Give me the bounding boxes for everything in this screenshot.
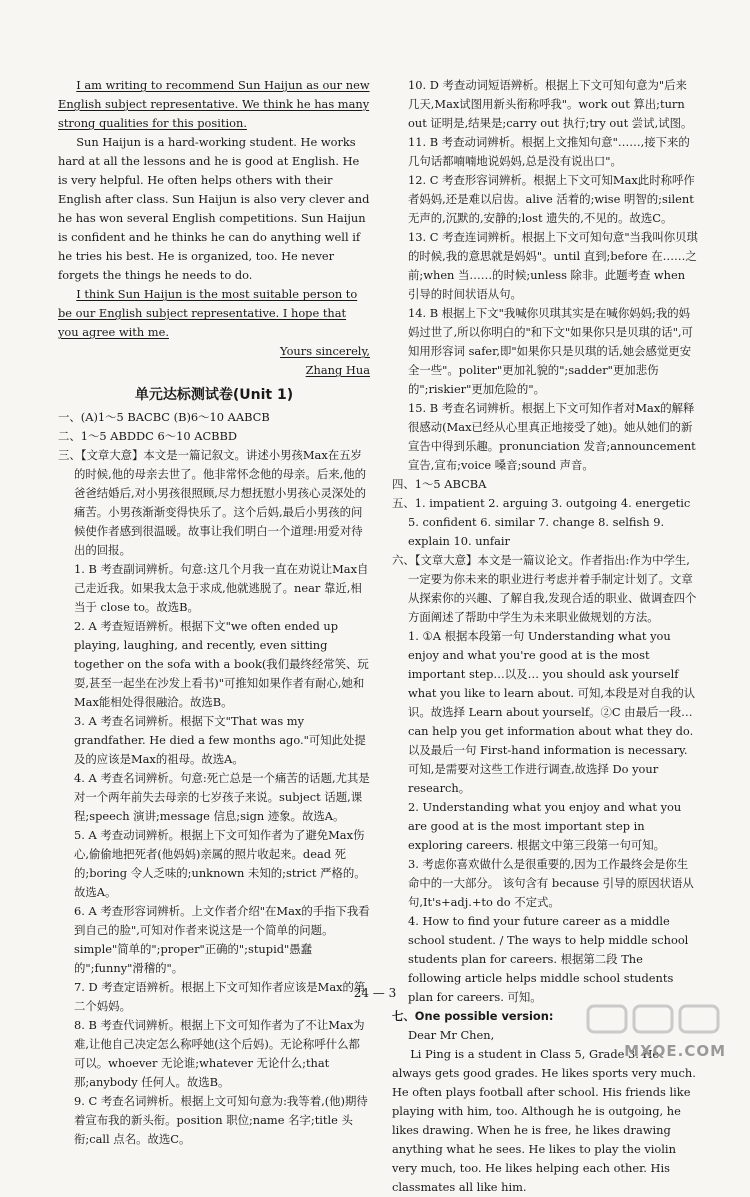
answer-explanation: 4. A 考查名词辨析。句意:死亡总是一个痛苦的话题,尤其是对一个两年前失去母亲的七岁孩子来说。subject 话题,课程;speech 演讲;message 信息;sign 迹象。故选A。	[74, 771, 370, 823]
page-number: 24 — 3	[353, 986, 397, 1000]
answer-explanation: 8. B 考查代词辨析。根据上下文可知作者为了不让Max为难,让他自己决定怎么称呼她(这个后妈)。无论称呼什么都可以。whoever 无论谁;whatever 无论什么;that 那;anybody 任何人。故选B。	[74, 1018, 365, 1089]
answer-explanation: 9. C 考查名词辨析。根据上文可知句意为:我等着,(他)期待着宣布我的新头衔。position 职位;name 名字;title 头衔;call 点名。故选C。	[74, 1094, 368, 1146]
letter-paragraph-2: Sun Haijun is a hard-working student. He works hard at all the lessons and he is good at English. He is very helpful. He often helps others with their English after class. Sun Haijun is also very clever and he has won several English competitions. Sun Haijun is confident and he thinks he can do anything well if he tries his best. He is organized, too. He never forgets the things he needs to do.	[58, 135, 370, 282]
passage-summary: 三、【文章大意】本文是一篇记叙文。讲述小男孩Max在五岁的时候,他的母亲去世了。他非常怀念他的母亲。后来,他的爸爸结婚后,对小男孩很照顾,尽力想抚慰小男孩心灵深处的痛苦。小男孩渐渐变得快乐了。这个后妈,最后小男孩的问候使作者感到很温暖。故事让我们明白一个道理:用爱对待出的回报。	[58, 448, 367, 557]
answer-explanation: 1. B 考查副词辨析。句意:这几个月我一直在劝说让Max自己走近我。如果我太急于求成,他就逃脱了。near 靠近,相当于 close to。故选B。	[74, 562, 369, 614]
passage-summary: 六、【文章大意】本文是一篇议论文。作者指出:作为中学生,一定要为你未来的职业进行考虑并着手制定计划了。文章从探索你的兴趣、了解自我,发现合适的职业、做调查四个方面阐述了帮助中学生为未来职业做规划的方法。	[392, 553, 697, 624]
answer-explanation: 12. C 考查形容词辨析。根据上下文可知Max此时称呼作者妈妈,还是难以启齿。alive 活着的;wise 明智的;silent 无声的,沉默的,安静的;lost 遗失的,不见的。故选C。	[408, 173, 695, 225]
answer-explanation: 4. How to find your future career as a middle school student. / The ways to help middle school students plan for careers. 根据第二段 The following article helps middle school students plan for careers. 可知。	[408, 914, 689, 1004]
answer-explanation: 15. B 考查名词辨析。根据上下文可知作者对Max的解释很感动(Max已经从心里真正地接受了她)。她从她们的新宣告中得到乐趣。pronunciation 发音;announcement 宣告,宣布;voice 嗓音;sound 声音。	[408, 401, 696, 472]
answer-explanation: 2. A 考查短语辨析。根据下文"we often ended up playing, laughing, and recently, even sitting together on the sofa with a book(我们最终经常笑、玩耍,甚至一起坐在沙发上看书)"可推知如果作者有耐心,她和Max能相处得很融洽。故选B。	[74, 619, 369, 709]
watermark-text: MXQE.COM	[624, 1042, 726, 1060]
answer-explanation: 2. Understanding what you enjoy and what you are good at is the most important step in exploring careers. 根据文中第三段第一句可知。	[408, 800, 682, 852]
answer-explanation: 14. B 根据上下文"我喊你贝琪其实是在喊你妈妈;我的妈妈过世了,所以你明白的"和下文"如果你只是贝琪的话",可知用形容词 safer,即"如果你只是贝琪的话,她会感觉更安全一些"。politer"更加礼貌的";sadder"更加悲伤的";riskier"更加危险的"。	[408, 306, 693, 396]
answer-section-4: 四、1～5 ABCBA	[392, 477, 487, 491]
letter-signature: Zhang Hua	[305, 363, 370, 377]
answer-explanation: 13. C 考查连词辨析。根据上下文可知句意"当我叫你贝琪的时候,我的意思就是妈妈"。until 直到;before 在……之前;when 当……的时候;unless 除非。此题考查 when 引导的时间状语从句。	[408, 230, 698, 301]
answer-explanation: 1. ①A 根据本段第一句 Understanding what you enjoy and what you're good at is the most important step…以及… you should ask yourself what you like to learn about. 可知,本段是对自我的认识。故选择 Learn about yourself。②C 由最后一段… can help you get information about what they do. 以及最后一句 First-hand information is necessary. 可知,是需要对这些工作进行调查,故选择 Do your research。	[408, 629, 696, 795]
answer-section-5: 五、1. impatient 2. arguing 3. outgoing 4. energetic 5. confident 6. similar 7. change 8. selfish 9. explain 10. unfair	[392, 496, 691, 548]
letter-paragraph-3: I think Sun Haijun is the most suitable person to be our English subject representative. I hope that you agree with me.	[58, 287, 358, 339]
letter-closing: Yours sincerely,	[280, 344, 370, 358]
answer-explanation: 10. D 考查动词短语辨析。根据上下文可知句意为"后来几天,Max试图用新头衔称呼我"。work out 算出;turn out 证明是,结果是;carry out 执行;try out 尝试,试图。	[408, 78, 693, 130]
letter-paragraph-1: I am writing to recommend Sun Haijun as our new English subject representative. We think he has many strong qualities for this position.	[58, 78, 370, 130]
essay-greeting: Dear Mr Chen,	[408, 1028, 495, 1042]
answer-explanation: 7. D 考查定语辨析。根据上下文可知作者应该是Max的第二个妈妈。	[74, 980, 366, 1013]
writing-section-heading: 七、One possible version:	[392, 1009, 554, 1023]
answer-explanation: 3. A 考查名词辨析。根据下文"That was my grandfather. He died a few months ago."可知此处提及的应该是Max的祖母。故选A。	[74, 714, 366, 766]
answer-explanation: 3. 考虑你喜欢做什么是很重要的,因为工作最终会是你生命中的一大部分。 该句含有 because 引导的原因状语从句,It's+adj.+to do 不定式。	[408, 857, 694, 909]
answer-explanation: 11. B 考查动词辨析。根据上文推知句意"……,接下来的几句话都喃喃地说妈妈,总是没有说出口"。	[408, 135, 690, 168]
unit-test-title: 单元达标测试卷(Unit 1)	[134, 387, 294, 403]
answer-section-1: 一、(A)1～5 BACBC (B)6～10 AABCB	[58, 410, 270, 424]
answer-explanation: 6. A 考查形容词辨析。上文作者介绍"在Max的手指下我看到自己的脸",可知对作者来说这是一个简单的问题。simple"简单的";proper"正确的";stupid"愚蠢的";funny"滑稽的"。	[74, 904, 370, 975]
answer-section-2: 二、1～5 ABDDC 6～10 ACBBD	[58, 429, 238, 443]
answer-explanation: 5. A 考查动词辨析。根据上下文可知作者为了避免Max伤心,偷偷地把死者(他妈妈)亲属的照片收起来。dead 死的;boring 令人乏味的;unknown 未知的;strict 严格的。故选A。	[74, 828, 366, 899]
essay-body: Li Ping is a student in Class 5, Grade 3. He always gets good grades. He likes sports very much. He often plays football after school. His friends like playing with him, too. Although he is outgoing, he likes drawing. When he is free, he likes drawing anything what he sees. He likes to play the violin very much, too. He likes helping each other. His classmates all like him.	[392, 1047, 696, 1194]
